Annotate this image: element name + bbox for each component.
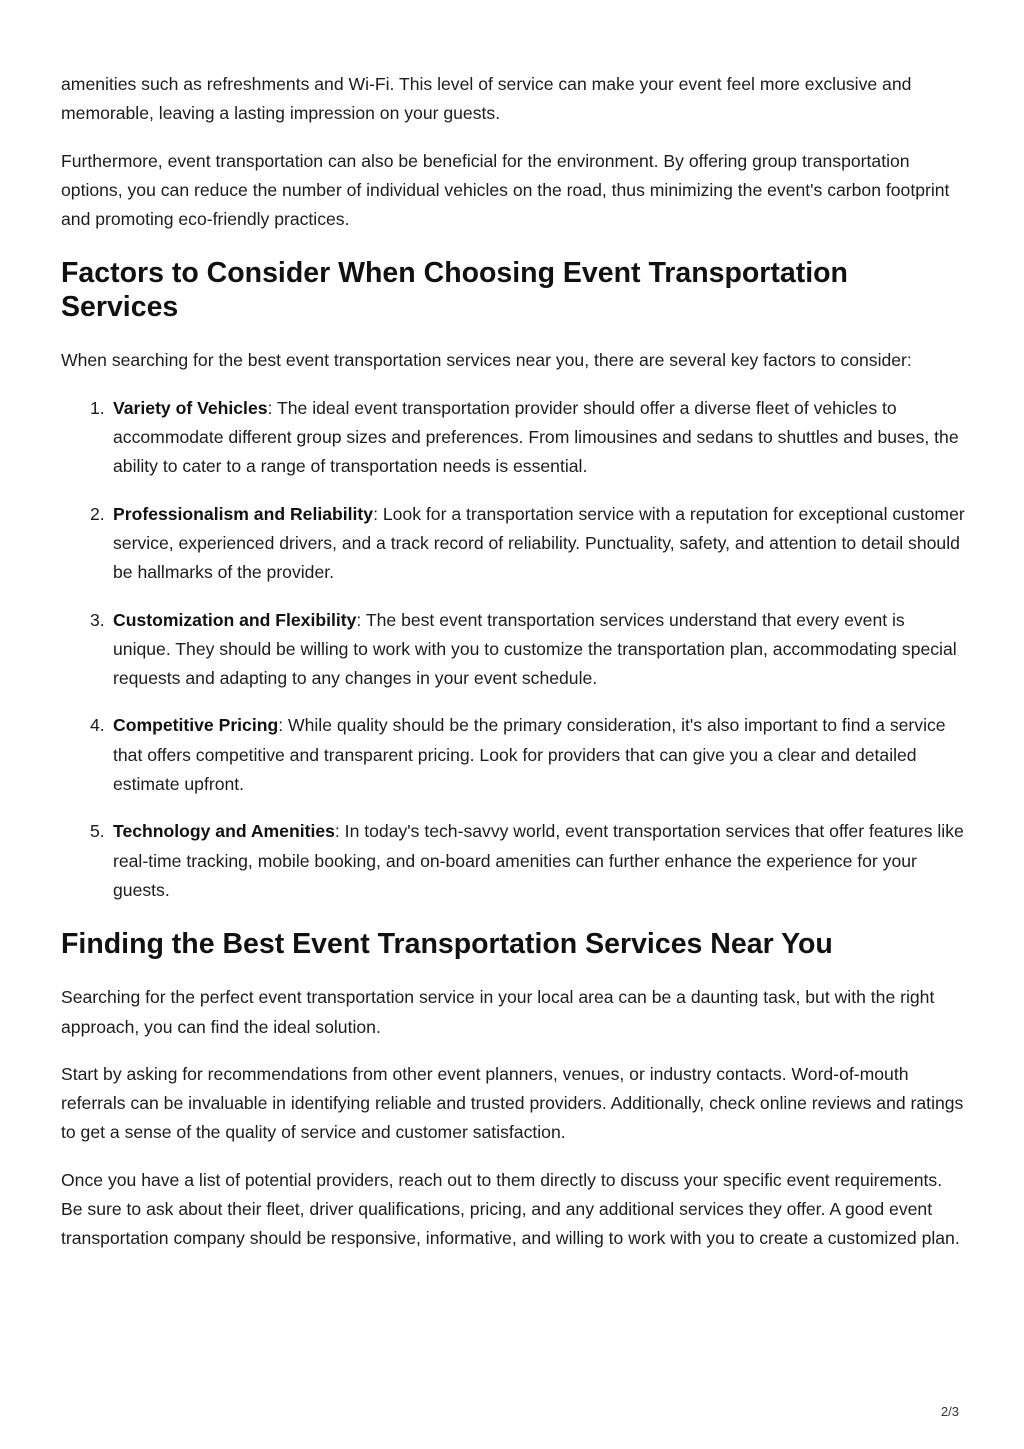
list-item-term: Customization and Flexibility bbox=[113, 609, 357, 630]
list-item-term: Competitive Pricing bbox=[113, 715, 279, 736]
list-item-number: 4. bbox=[90, 715, 105, 736]
factors-list bbox=[61, 394, 966, 905]
list-item-number: 1. bbox=[90, 397, 105, 418]
list-item bbox=[61, 711, 966, 799]
intro-paragraph-2: Furthermore, event transportation can also be beneficial for the environment. By offering group transportation options, you can reduce the number of individual vehicles on the road, thus minimizing the event's carbon footprint and promoting eco-friendly practices. bbox=[61, 150, 950, 230]
list-item bbox=[61, 606, 966, 694]
page-number: 2/3 bbox=[940, 1404, 959, 1419]
list-item-number: 5. bbox=[90, 821, 105, 842]
finding-paragraph-3: Once you have a list of potential providers, reach out to them directly to discuss your specific event requirements. Be sure to ask about their fleet, driver qualifications, pricing, and any additional services they offer. A good event transportation company should be responsive, informative, and willing to work with you to create a customized plan. bbox=[61, 1169, 960, 1249]
list-item-term: Technology and Amenities bbox=[113, 821, 335, 842]
list-item bbox=[61, 500, 966, 588]
list-item bbox=[61, 817, 966, 905]
list-item-number: 2. bbox=[90, 503, 105, 524]
finding-paragraph-2: Start by asking for recommendations from other event planners, venues, or industry contacts. Word-of-mouth referrals can be invaluable in identifying reliable and trusted providers. Additionally, check online reviews and ratings to get a sense of the quality of service and customer satisfaction. bbox=[61, 1063, 964, 1143]
factors-intro-paragraph: When searching for the best event transportation services near you, there are several key factors to consider: bbox=[61, 350, 912, 371]
list-item-text: : Look for a transportation service with a reputation for exceptional customer service, experienced drivers, and a track record of reliability. Punctuality, safety, and attention to detail should be hallmarks of the provider. bbox=[113, 503, 965, 583]
list-item bbox=[61, 394, 966, 482]
list-item-text: : The ideal event transportation provider should offer a diverse fleet of vehicles to accommodate different group sizes and preferences. From limousines and sedans to shuttles and buses, the ability to cater to a range of transportation needs is essential. bbox=[113, 397, 959, 477]
section-heading-finding: Finding the Best Event Transportation Services Near You bbox=[61, 928, 833, 961]
list-item-text: : In today's tech-savvy world, event transportation services that offer features like real-time tracking, mobile booking, and on-board amenities can further enhance the experience for your guests. bbox=[113, 821, 964, 900]
list-item-text: : The best event transportation services understand that every event is unique. They should be willing to work with you to customize the transportation plan, accommodating special requests and adapting to any changes in your event schedule. bbox=[113, 609, 957, 689]
section-heading-factors: Factors to Consider When Choosing Event Transportation Services bbox=[61, 257, 848, 324]
list-item-text: : While quality should be the primary consideration, it's also important to find a service that offers competitive and transparent pricing. Look for providers that can give you a clear and detailed estimate upfront. bbox=[113, 715, 946, 795]
list-item-term: Variety of Vehicles bbox=[113, 397, 268, 418]
list-item-number: 3. bbox=[90, 609, 105, 630]
intro-paragraph-1: amenities such as refreshments and Wi-Fi. This level of service can make your event feel more exclusive and memorable, leaving a lasting impression on your guests. bbox=[61, 74, 912, 124]
finding-paragraph-1: Searching for the perfect event transportation service in your local area can be a daunting task, but with the right approach, you can find the ideal solution. bbox=[61, 987, 935, 1037]
article-body bbox=[61, 70, 966, 1272]
list-item-term: Professionalism and Reliability bbox=[113, 503, 374, 524]
